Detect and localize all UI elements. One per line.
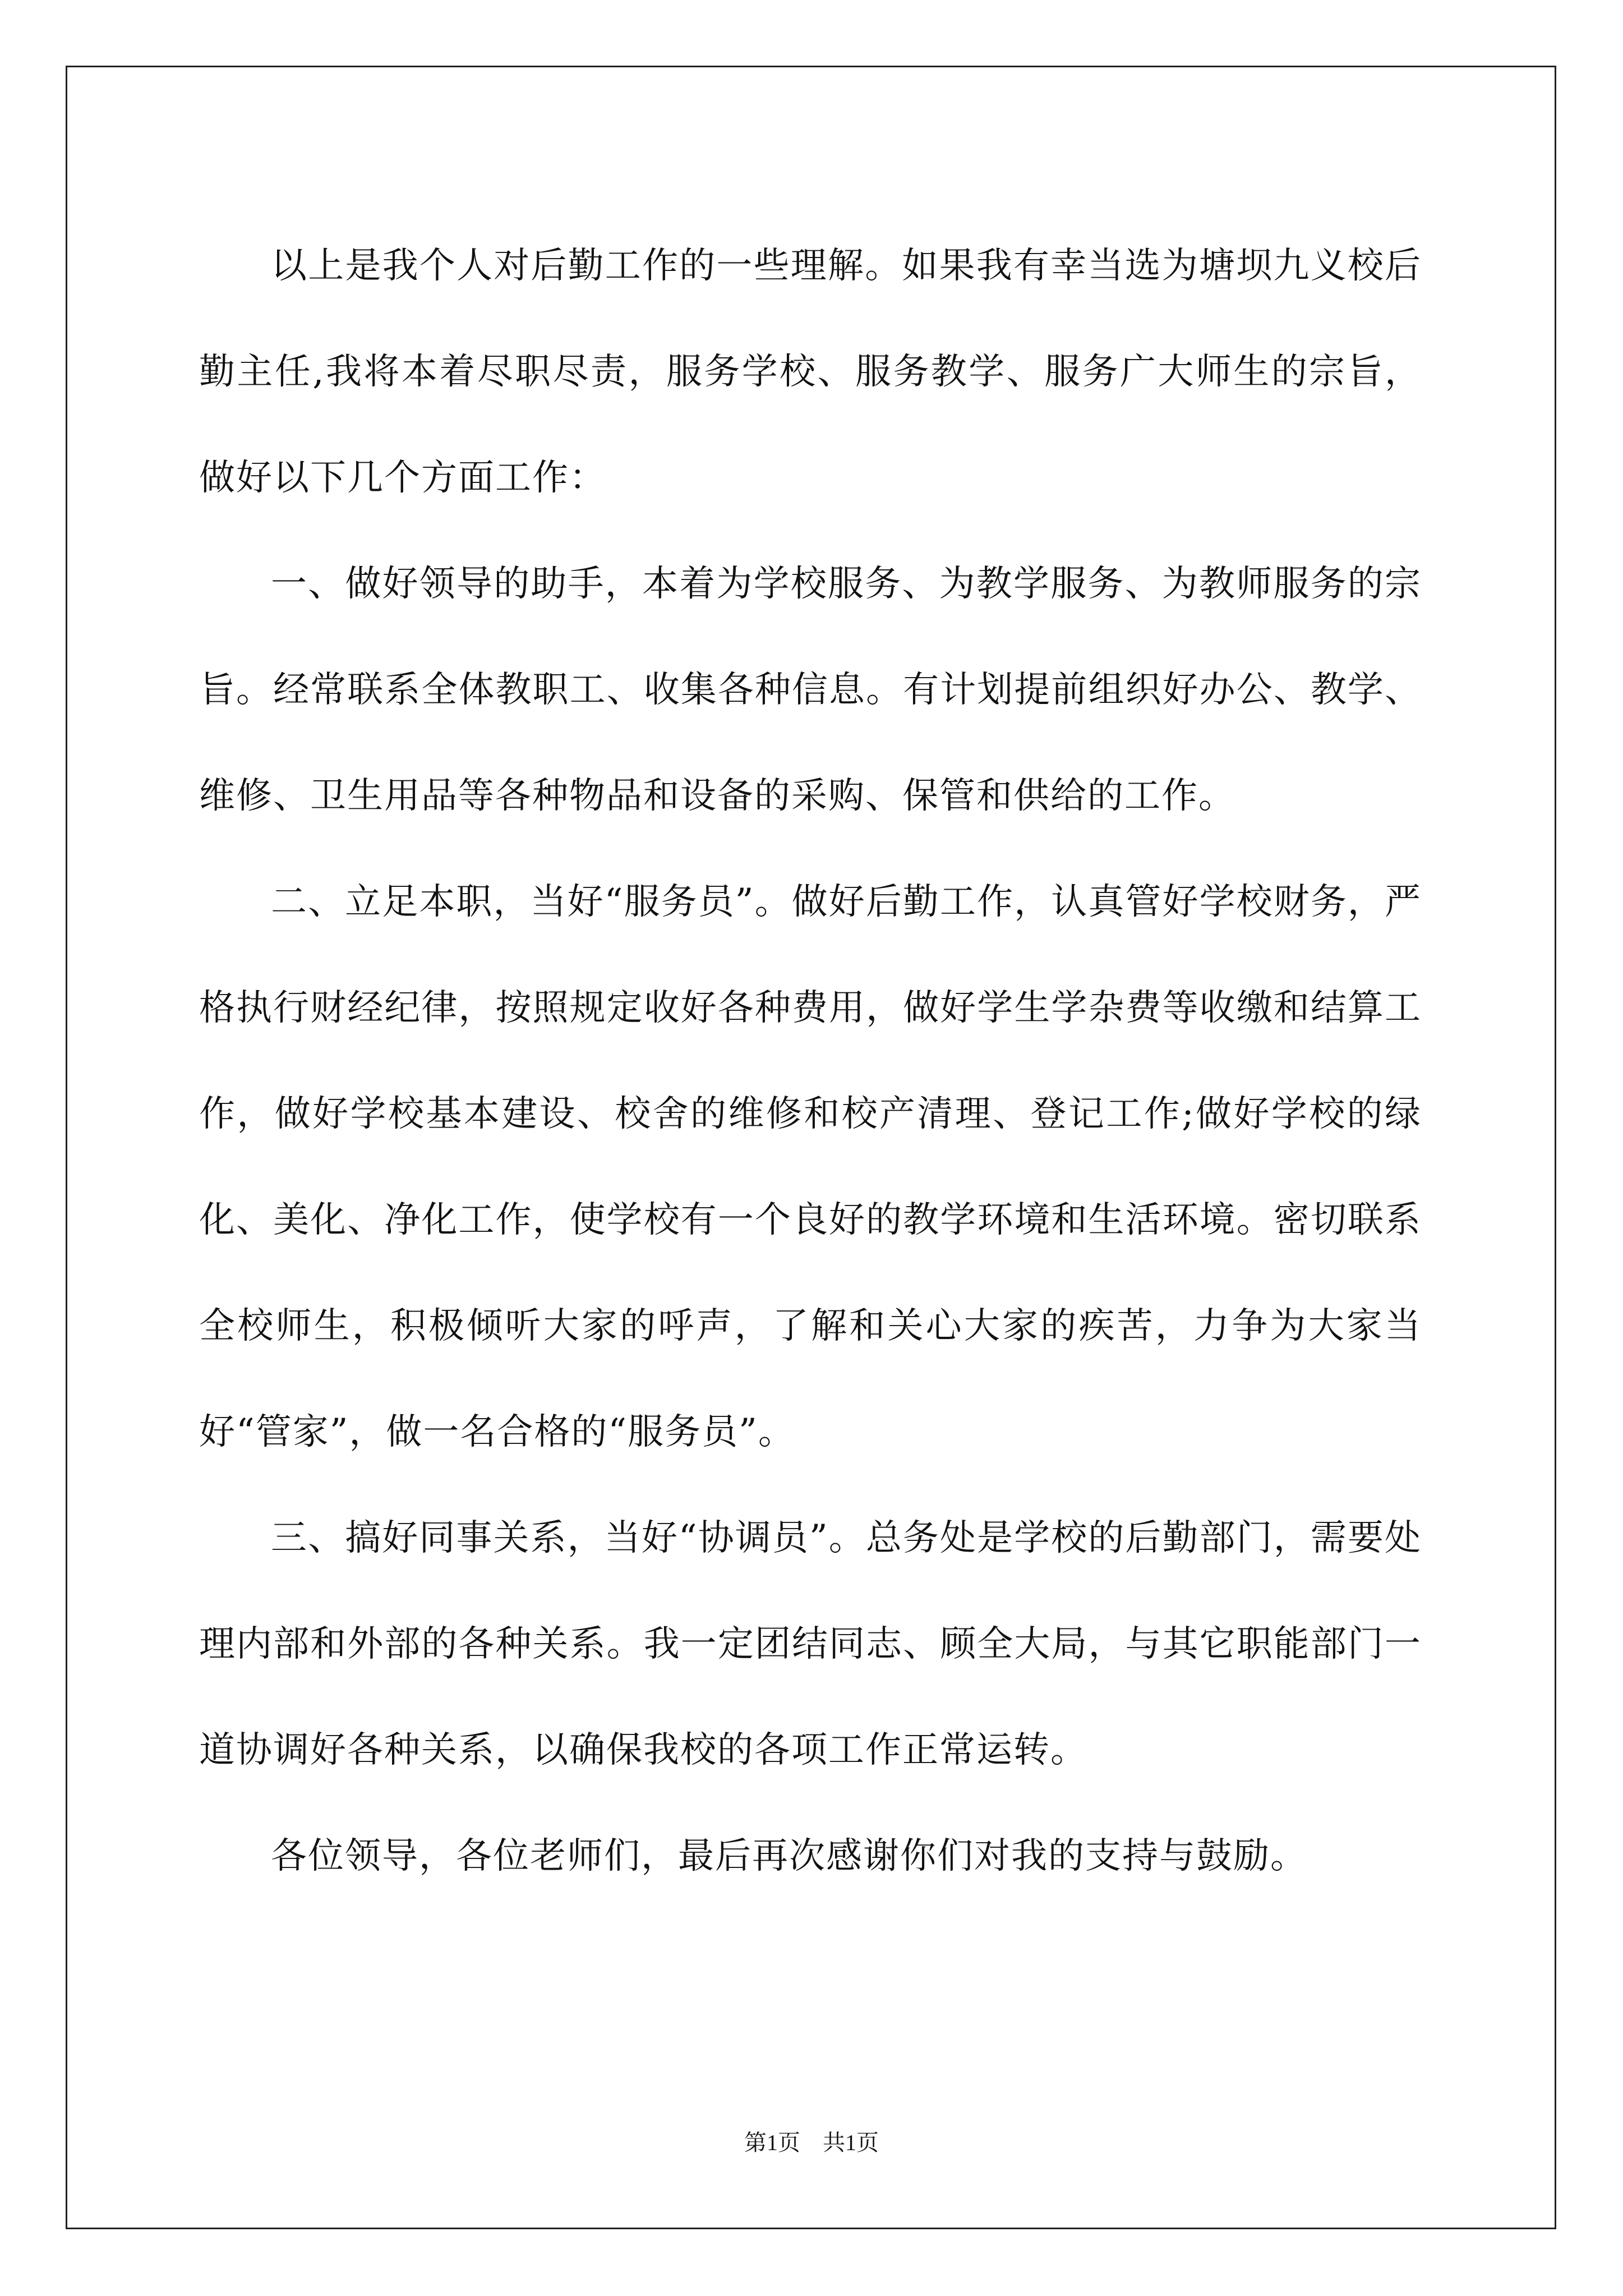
- paragraph-closing: 各位领导，各位老师们，最后再次感谢你们对我的支持与鼓励。: [271, 1835, 1307, 1877]
- document-body: [199, 213, 1422, 1910]
- paragraph-item-2: 二、立足本职，当好“服务员”。做好后勤工作，认真管好学校财务，严格执行财经纪律，按照规定收好各种费用，做好学生学杂费等收缴和结算工作，做好学校基本建设、校舍的维修和校产清理、登记工作;做好学校的绿化、美化、净化工作，使学校有一个良好的教学环境和生活环境。密切联系全校师生，积极倾听大家的呼声，了解和关心大家的疾苦，力争为大家当好“管家”，做一名合格的“服务员”。: [199, 881, 1422, 1453]
- page-number-footer: 第1页 共1页: [744, 2130, 879, 2155]
- paragraph-intro: 以上是我个人对后勤工作的一些理解。如果我有幸当选为塘坝九义校后勤主任,我将本着尽职尽责，服务学校、服务教学、服务广大师生的宗旨，做好以下几个方面工作：: [199, 245, 1422, 499]
- paragraph-item-1: 一、做好领导的助手，本着为学校服务、为教学服务、为教师服务的宗旨。经常联系全体教职工、收集各种信息。有计划提前组织好办公、教学、维修、卫生用品等各种物品和设备的采购、保管和供给的工作。: [199, 563, 1422, 817]
- paragraph-item-3: 三、搞好同事关系，当好“协调员”。总务处是学校的后勤部门，需要处理内部和外部的各种关系。我一定团结同志、顾全大局，与其它职能部门一道协调好各种关系，以确保我校的各项工作正常运转。: [199, 1517, 1422, 1771]
